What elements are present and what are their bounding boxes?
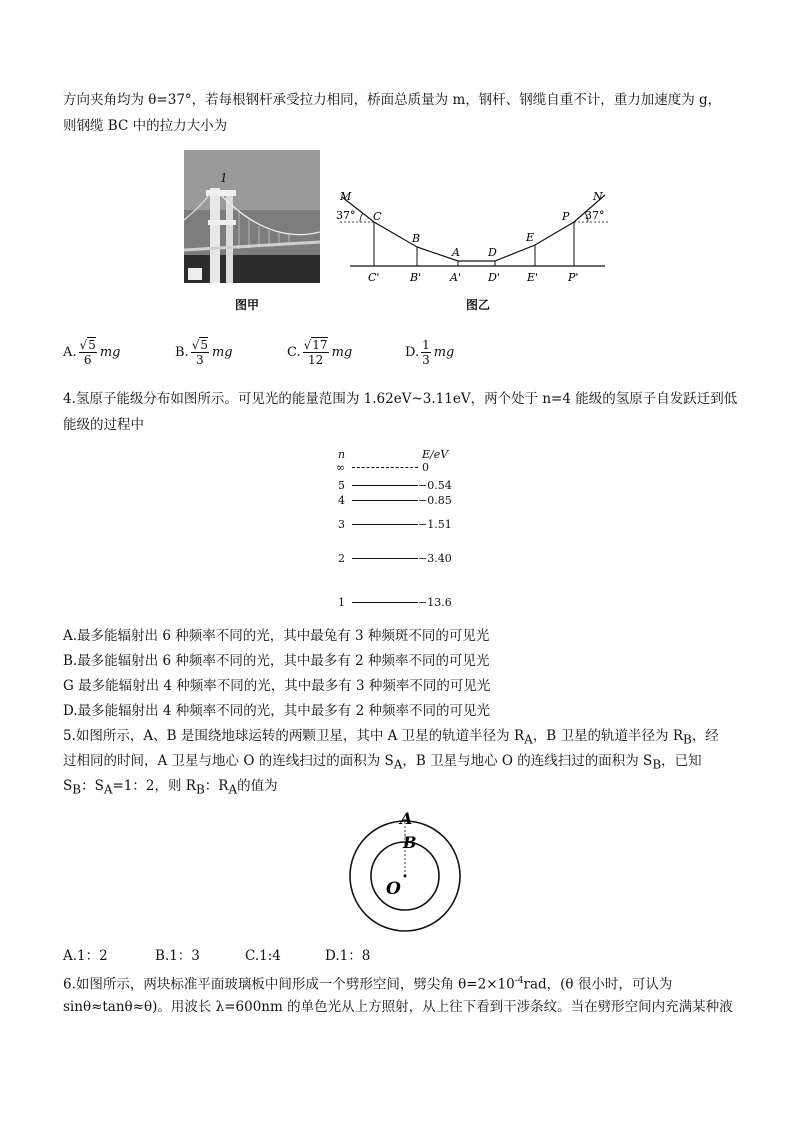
- level-line-inf: [352, 467, 418, 468]
- bridge-photo: [184, 150, 320, 283]
- denominator: 12: [307, 353, 324, 367]
- level-n-inf: ∞: [336, 461, 346, 474]
- q5-option-d: D.1：8: [325, 948, 371, 964]
- level-line-1: [352, 602, 418, 603]
- q5-text-line3: $S_B$：$S_A=1$：2，则 $R_B$：$R_A$的值为: [63, 778, 278, 797]
- label-A-prime: A': [450, 271, 461, 284]
- label-B-prime: B': [410, 271, 422, 284]
- level-e-inf: 0: [422, 461, 429, 474]
- q3-text-line1: 方向夹角均为 θ=37°，若每根钢杆承受拉力相同，桥面总质量为 m，钢杆、钢缆自重不计，重力加速度为 g，: [63, 92, 722, 108]
- denominator: 3: [196, 353, 204, 367]
- orbit-diagram: [345, 808, 465, 933]
- option-key: A.: [63, 345, 77, 360]
- level-n-2: 2: [338, 552, 345, 565]
- figure-a-caption: 图甲: [235, 298, 260, 312]
- numerator: 5: [88, 338, 96, 352]
- level-line-5: [352, 485, 418, 486]
- level-e-5: −0.54: [418, 479, 452, 492]
- q4-option-a: A.最多能辐射出 6 种频率不同的光，其中最兔有 3 种频斑不同的可见光: [63, 628, 490, 644]
- denominator: 6: [83, 353, 92, 367]
- level-n-5: 5: [338, 479, 345, 492]
- level-line-2: [352, 558, 418, 559]
- sqrt-symbol: √: [79, 338, 88, 352]
- level-line-4: [352, 500, 418, 501]
- level-n-1: 1: [338, 596, 345, 609]
- option-key: B.: [175, 345, 189, 360]
- level-e-3: −1.51: [418, 518, 452, 531]
- level-e-4: −0.85: [418, 494, 452, 507]
- q4-option-b: B.最多能辐射出 6 种频率不同的光，其中最多有 2 种频率不同的可见光: [63, 653, 490, 669]
- label-E-prime: E': [527, 271, 539, 284]
- unit: mg: [433, 345, 455, 360]
- label-center-o: O: [386, 879, 401, 899]
- axis-e-label: E/eV: [422, 448, 449, 461]
- q3-option-c: [287, 338, 352, 367]
- label-E: E: [526, 231, 535, 244]
- label-satellite-a: A: [400, 809, 413, 828]
- fraction: [421, 338, 431, 367]
- bridge-photo-drawing: [184, 150, 320, 283]
- level-e-1: −13.6: [418, 596, 452, 609]
- label-C: C: [373, 210, 382, 223]
- option-key: D.: [405, 345, 420, 360]
- unit: mg: [331, 345, 353, 360]
- energy-level-diagram: [330, 448, 470, 618]
- unit: mg: [99, 345, 121, 360]
- sqrt-symbol: √: [191, 338, 200, 352]
- label-B: B: [412, 232, 421, 245]
- q3-text-line2: 则钢缆 BC 中的拉力大小为: [63, 118, 228, 134]
- q4-option-c: G 最多能辐射出 4 种频率不同的光，其中最多有 3 种频率不同的可见光: [63, 678, 491, 694]
- q5-text-line2: 过相同的时间，A 卫星与地心 O 的连线扫过的面积为 $S_A$，B 卫星与地心 O 的连线扫过的面积为 $S_B$，已知: [63, 753, 702, 772]
- q6-text-line1: 6.如图所示，两块标准平面玻璃板中间形成一个劈形空间，劈尖角 $\theta=2\times 10^{-4}rad$，(θ 很小时，可认为: [63, 976, 673, 993]
- q5-option-b: B.1：3: [155, 948, 200, 964]
- label-D: D: [488, 246, 497, 259]
- q3-option-a: [63, 338, 120, 367]
- q6-text-line2: sinθ≈tanθ≈θ)。用波长 λ=600nm 的单色光从上方照射，从上往下看到干涉条纹。当在劈形空间内充满某种液: [63, 999, 733, 1015]
- label-D-prime: D': [488, 271, 500, 284]
- q5-text-line1: 5.如图所示，A、B 是围绕地球运转的两颗卫星，其中 A 卫星的轨道半径为 $R_A$，B 卫星的轨道半径为 $R_B$，经: [63, 728, 719, 747]
- q3-option-d: [405, 338, 454, 367]
- level-line-3: [352, 524, 418, 525]
- label-satellite-b: B: [403, 833, 417, 852]
- fraction: [191, 338, 209, 367]
- label-A: A: [452, 246, 460, 259]
- q4-text-line2: 能级的过程中: [63, 417, 144, 433]
- numerator: 17: [312, 338, 328, 352]
- numerator: 5: [200, 338, 208, 352]
- label-P-prime: P': [568, 271, 579, 284]
- cable-diagram: [330, 185, 615, 285]
- angle-label-left: 37°: [336, 209, 356, 222]
- unit: mg: [211, 345, 233, 360]
- q4-option-d: D.最多能辐射出 4 种频率不同的光，其中最多有 2 种频率不同的可见光: [63, 703, 490, 719]
- label-M: M: [340, 190, 352, 203]
- figure-b-caption: 图乙: [466, 298, 491, 312]
- level-n-4: 4: [338, 494, 345, 507]
- level-e-2: −3.40: [418, 552, 452, 565]
- label-N: N: [593, 190, 603, 203]
- q5-option-a: A.1：2: [63, 948, 108, 964]
- option-key: C.: [287, 345, 301, 360]
- denominator: 3: [422, 353, 430, 367]
- q4-text-line1: 4.氢原子能级分布如图所示。可见光的能量范围为 1.62eV~3.11eV，两个处于 n=4 能级的氢原子自发跃迁到低: [63, 391, 738, 407]
- axis-n-label: n: [338, 448, 346, 461]
- label-P: P: [562, 210, 570, 223]
- level-n-3: 3: [338, 518, 345, 531]
- label-C-prime: C': [368, 271, 380, 284]
- q5-option-c: C.1:4: [245, 948, 281, 964]
- fraction: [79, 338, 97, 367]
- svg-text:1: 1: [220, 171, 228, 185]
- angle-label-right: 37°: [585, 209, 605, 222]
- fraction: [303, 338, 329, 367]
- q3-option-b: [175, 338, 233, 367]
- numerator: 1: [422, 338, 430, 352]
- sqrt-symbol: √: [303, 338, 312, 352]
